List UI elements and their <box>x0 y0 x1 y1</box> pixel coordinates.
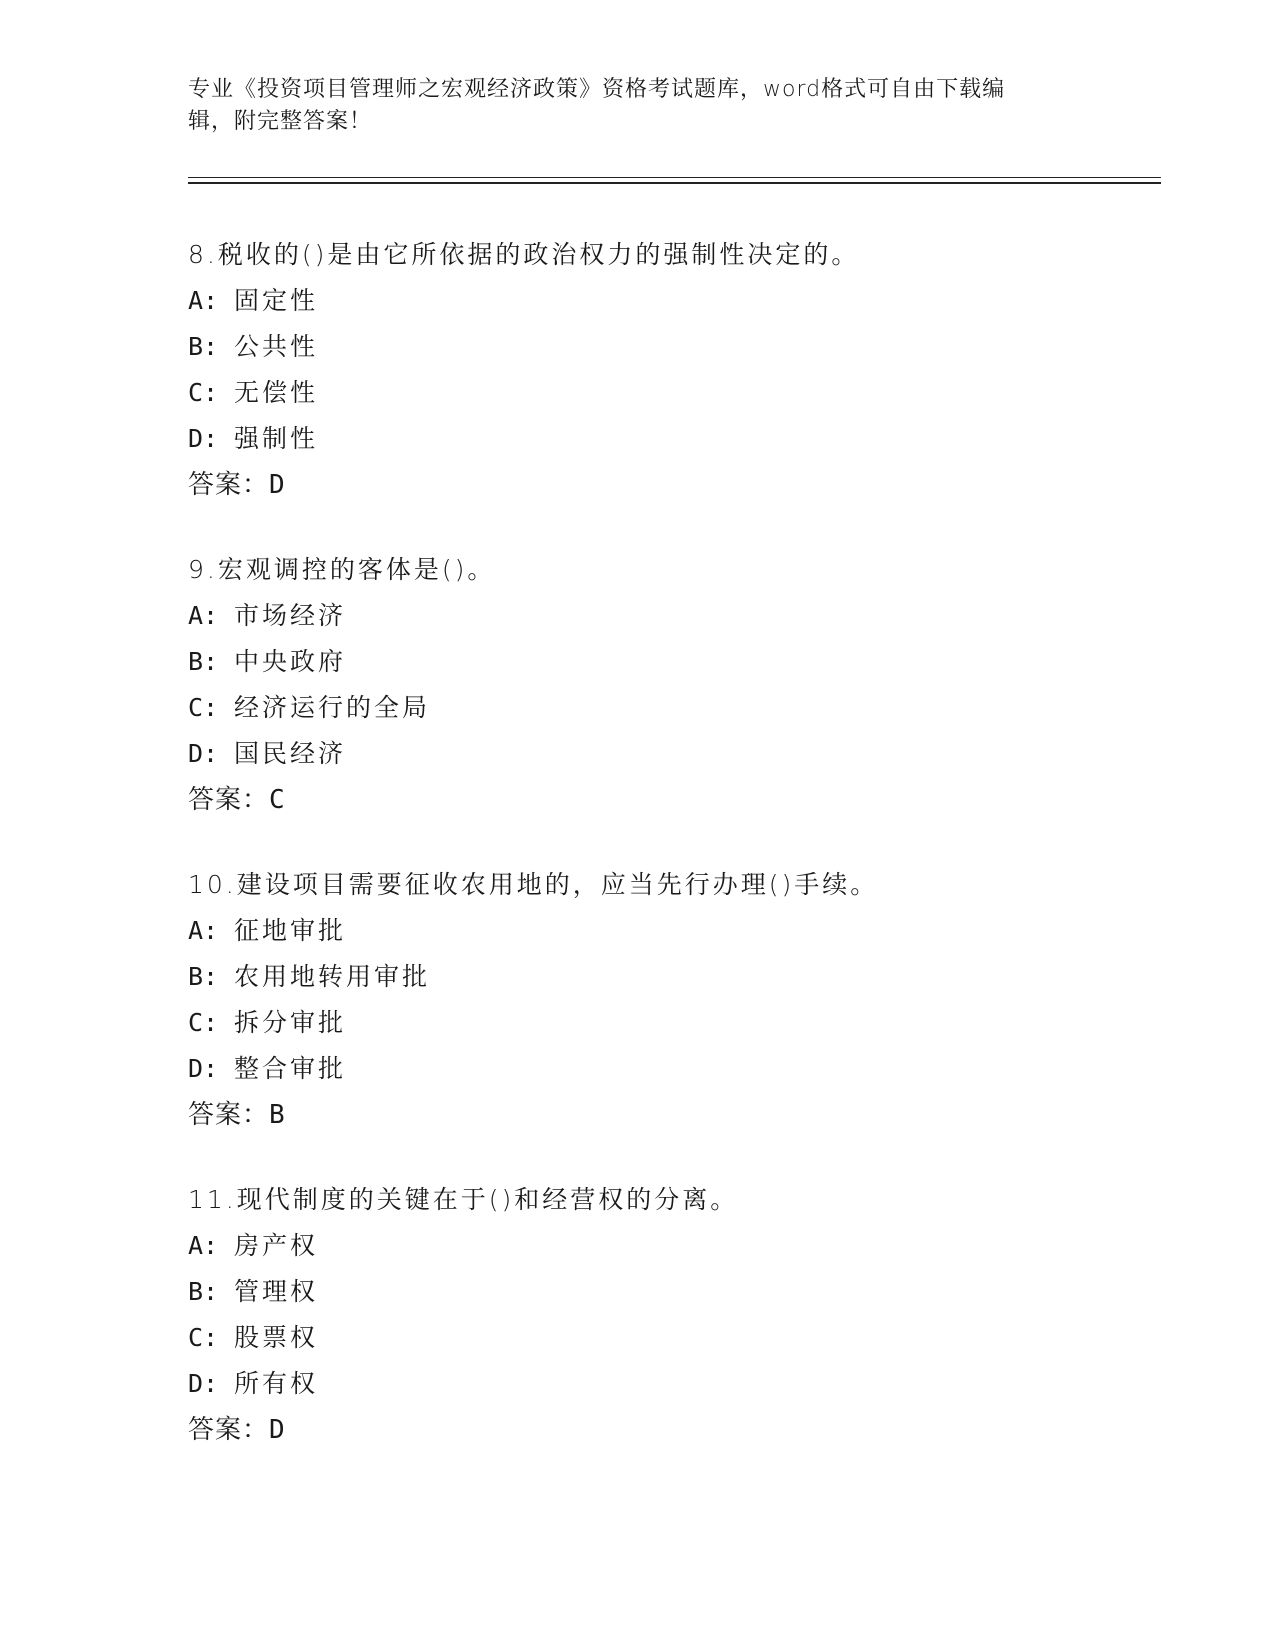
answer-value: B <box>269 1100 286 1130</box>
option-key: D: <box>188 424 219 453</box>
question-stem: 11.现代制度的关键在于()和经营权的分离。 <box>188 1185 739 1214</box>
option-a <box>188 1223 1148 1269</box>
question-block <box>188 547 1148 823</box>
header-divider-thin <box>188 177 1161 178</box>
option-text: 拆分审批 <box>234 1008 347 1037</box>
option-c <box>188 370 1148 416</box>
option-key: C: <box>188 378 219 407</box>
option-b <box>188 639 1148 685</box>
question-stem: 9.宏观调控的客体是()。 <box>188 555 496 584</box>
document-header <box>188 74 1088 138</box>
answer-value: C <box>269 785 286 815</box>
option-text: 农用地转用审批 <box>234 962 431 991</box>
option-text: 股票权 <box>234 1323 319 1352</box>
option-key: B: <box>188 332 219 361</box>
option-key: A: <box>188 916 219 945</box>
option-text: 国民经济 <box>234 739 347 768</box>
option-text: 公共性 <box>234 332 319 361</box>
option-key: D: <box>188 1054 219 1083</box>
option-key: A: <box>188 1231 219 1260</box>
option-text: 中央政府 <box>234 647 347 676</box>
option-d <box>188 416 1148 462</box>
answer-line <box>188 1407 1148 1453</box>
option-key: B: <box>188 1277 219 1306</box>
option-key: C: <box>188 1008 219 1037</box>
option-text: 房产权 <box>234 1231 319 1260</box>
option-b <box>188 954 1148 1000</box>
option-text: 强制性 <box>234 424 319 453</box>
option-key: B: <box>188 647 219 676</box>
option-a <box>188 908 1148 954</box>
header-divider-thick <box>188 182 1161 184</box>
option-c <box>188 1315 1148 1361</box>
option-text: 所有权 <box>234 1369 319 1398</box>
option-key: D: <box>188 739 219 768</box>
option-key: B: <box>188 962 219 991</box>
answer-line <box>188 1092 1148 1138</box>
option-text: 管理权 <box>234 1277 319 1306</box>
answer-label: 答案： <box>188 470 270 500</box>
question-stem: 8.税收的()是由它所依据的政治权力的强制性决定的。 <box>188 240 860 269</box>
question-stem: 10.建设项目需要征收农用地的，应当先行办理()手续。 <box>188 870 879 899</box>
option-text: 固定性 <box>234 286 319 315</box>
option-key: C: <box>188 1323 219 1352</box>
header-line-1: 专业《投资项目管理师之宏观经济政策》资格考试题库，word格式可自由下载编 <box>188 77 1006 102</box>
option-key: C: <box>188 693 219 722</box>
answer-label: 答案： <box>188 1100 270 1130</box>
answer-line <box>188 462 1148 508</box>
option-text: 无偿性 <box>234 378 319 407</box>
option-b <box>188 324 1148 370</box>
option-text: 经济运行的全局 <box>234 693 431 722</box>
answer-line <box>188 777 1148 823</box>
question-block <box>188 1177 1148 1453</box>
option-key: A: <box>188 286 219 315</box>
option-text: 征地审批 <box>234 916 347 945</box>
answer-label: 答案： <box>188 785 270 815</box>
option-text: 整合审批 <box>234 1054 347 1083</box>
option-d <box>188 1046 1148 1092</box>
header-line-2: 辑，附完整答案！ <box>188 109 373 134</box>
answer-value: D <box>269 1415 286 1445</box>
option-c <box>188 685 1148 731</box>
option-d <box>188 731 1148 777</box>
option-text: 市场经济 <box>234 601 347 630</box>
option-key: D: <box>188 1369 219 1398</box>
option-b <box>188 1269 1148 1315</box>
option-a <box>188 593 1148 639</box>
answer-label: 答案： <box>188 1415 270 1445</box>
question-block <box>188 232 1148 508</box>
option-d <box>188 1361 1148 1407</box>
option-a <box>188 278 1148 324</box>
answer-value: D <box>269 470 286 500</box>
option-key: A: <box>188 601 219 630</box>
question-block <box>188 862 1148 1138</box>
option-c <box>188 1000 1148 1046</box>
